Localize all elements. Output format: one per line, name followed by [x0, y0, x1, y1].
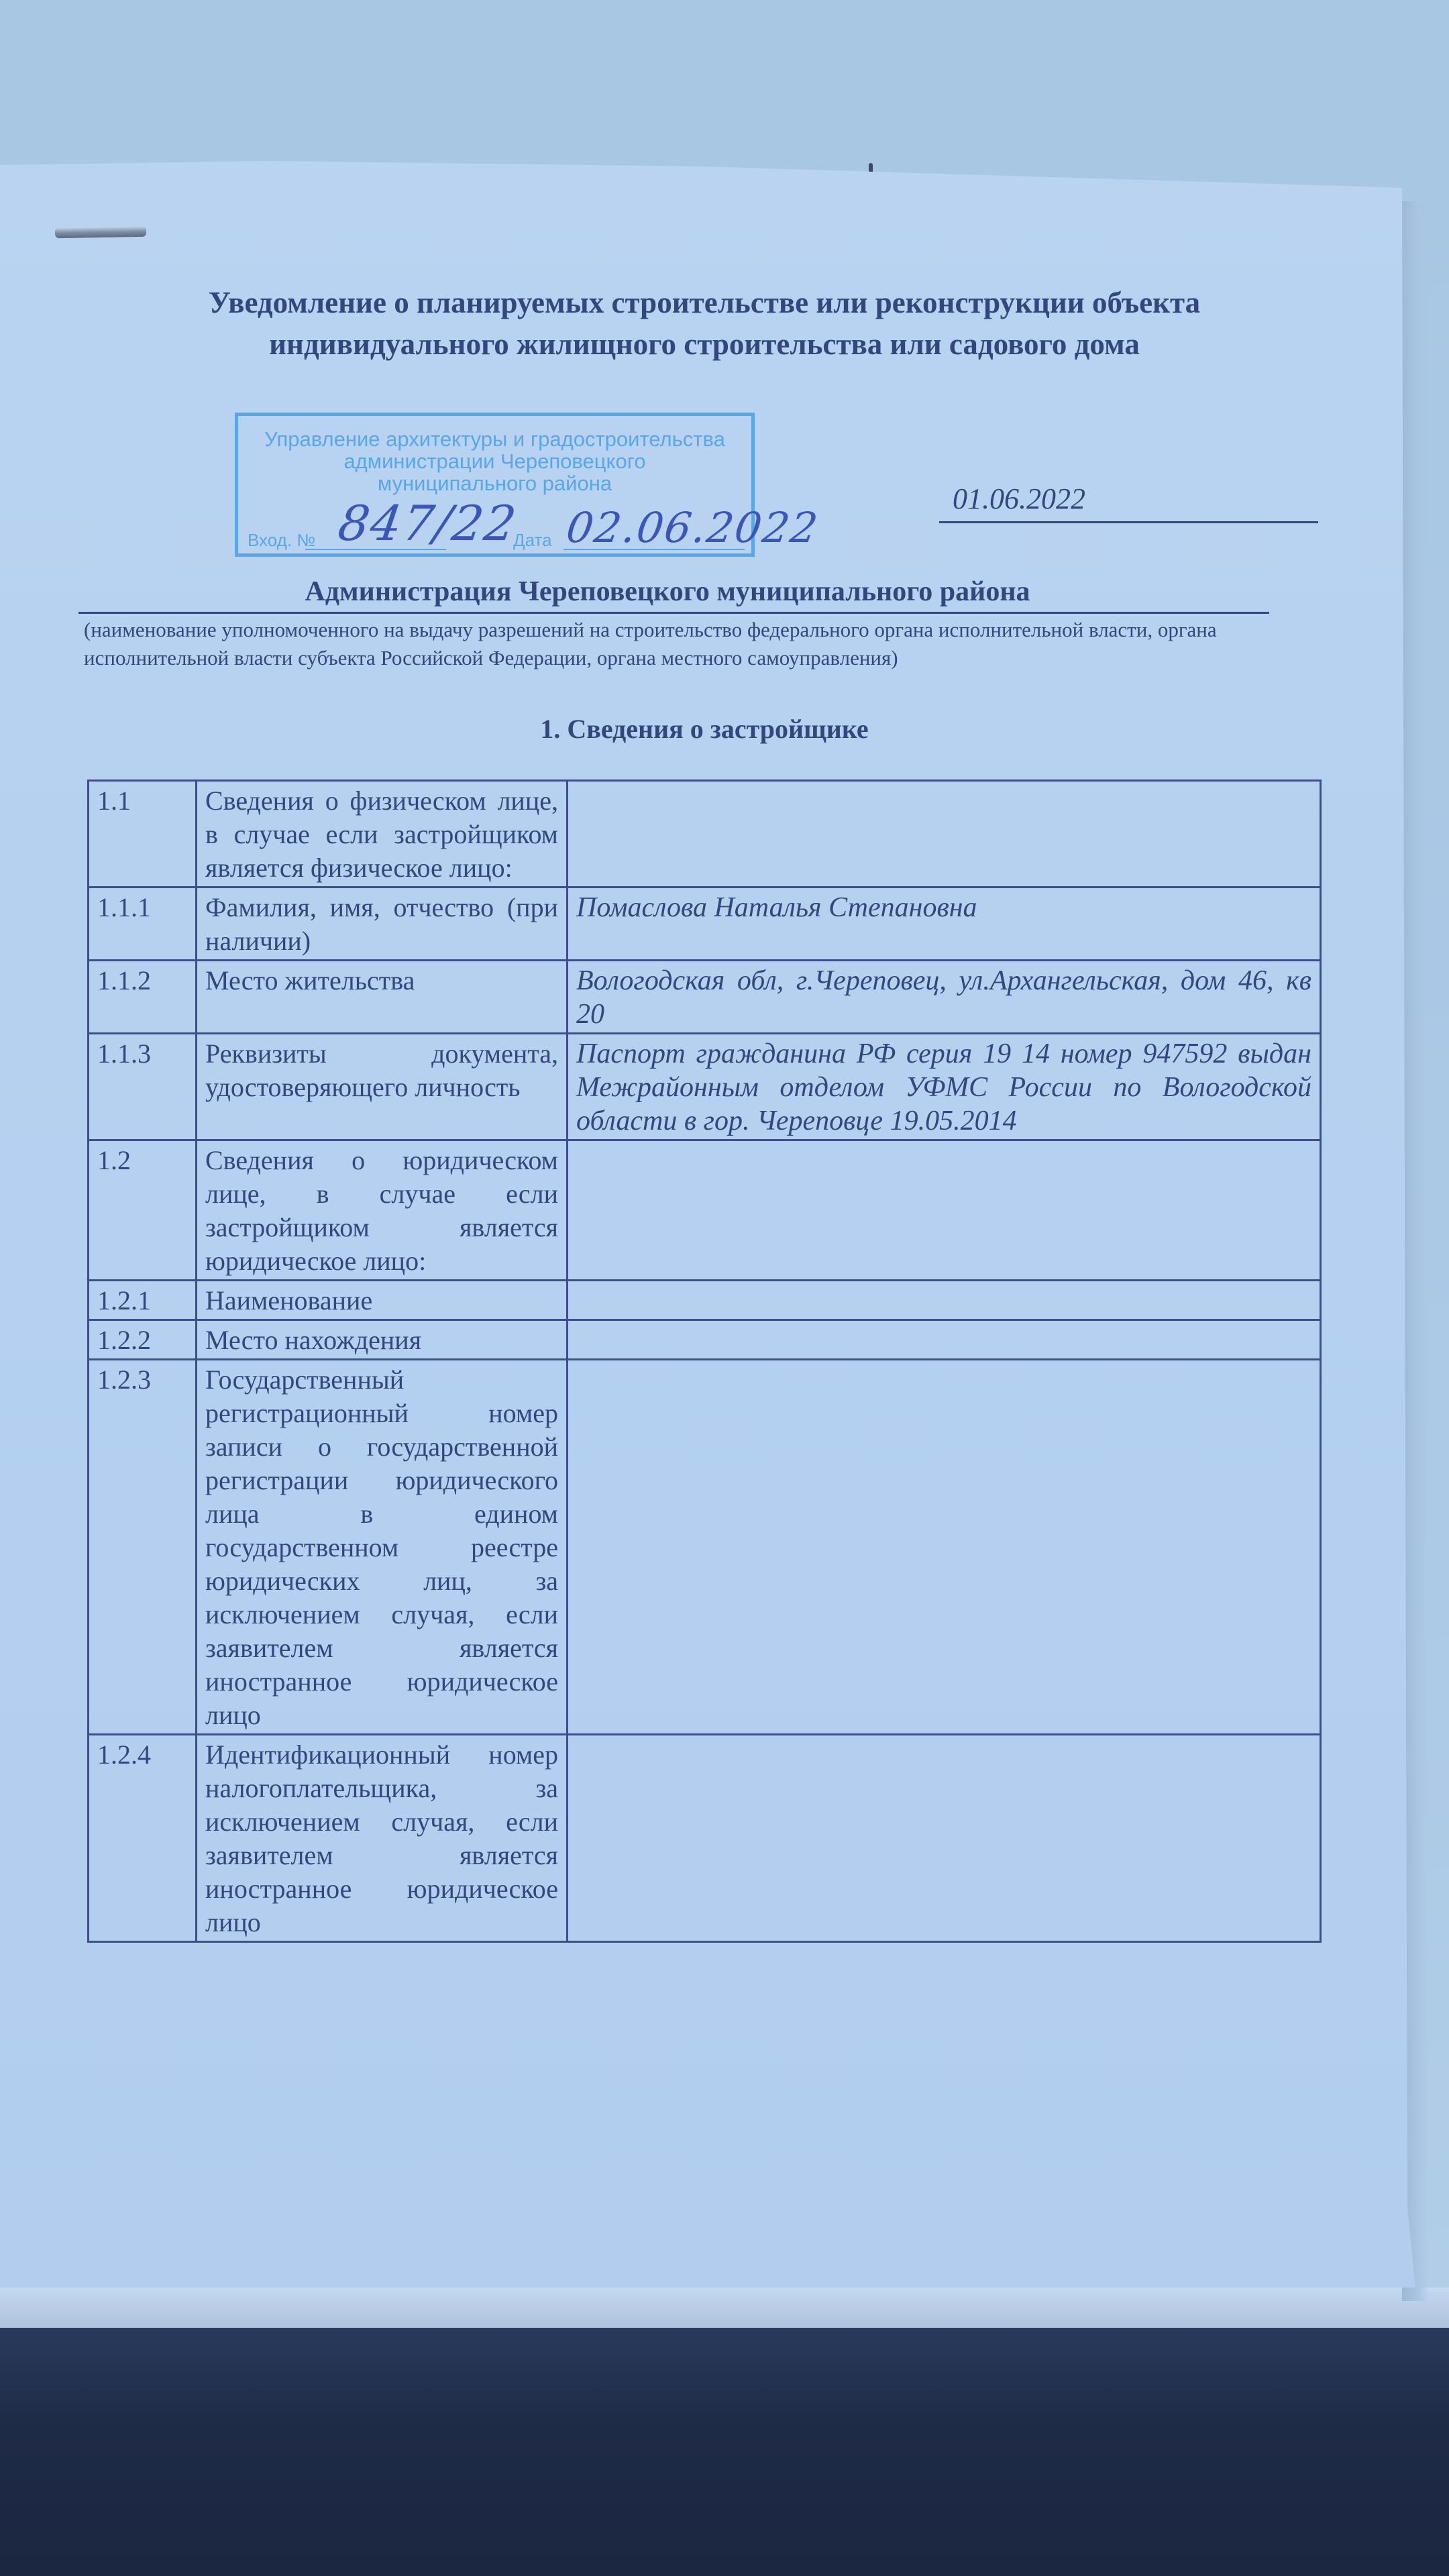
row-number: 1.2.2 [89, 1320, 197, 1360]
row-value: Паспорт гражданина РФ серия 19 14 номер 947592 выдан Межрайонным отделом УФМС России по Вологодской области в гор. Череповце 19.05.2014 [568, 1034, 1321, 1140]
document-date: 01.06.2022 [953, 482, 1085, 515]
row-number: 1.1.2 [89, 961, 197, 1034]
row-number: 1.1 [89, 781, 197, 888]
stamp-line-2: администрации Череповецкого [343, 449, 646, 473]
row-label: Фамилия, имя, отчество (при наличии) [197, 888, 568, 961]
row-label: Идентификационный номер налогоплательщика, за исключением случая, если заявителем является иностранное юридическое лицо [197, 1735, 568, 1942]
stamp-line-1: Управление архитектуры и градостроительства [264, 427, 725, 451]
row-number: 1.1.3 [89, 1034, 197, 1140]
table-row [89, 1320, 1321, 1360]
row-number: 1.2.3 [89, 1360, 197, 1735]
row-value [568, 781, 1321, 888]
table-row [89, 1034, 1321, 1140]
row-label: Государственный регистрационный номер записи о государственной регистрации юридического лица в едином государственном реестре юридических лиц, за исключением случая, если заявителем является иностранное юридическое лицо [197, 1360, 568, 1735]
row-label: Реквизиты документа, удостоверяющего личность [197, 1034, 568, 1140]
document-title [121, 282, 1288, 365]
row-number: 1.2.1 [89, 1281, 197, 1320]
row-value: Вологодская обл, г.Череповец, ул.Архангельская, дом 46, кв 20 [568, 961, 1321, 1034]
row-label: Сведения о физическом лице, в случае если застройщиком является физическое лицо: [197, 781, 568, 888]
row-value: Помаслова Наталья Степановна [568, 888, 1321, 961]
row-value [568, 1360, 1321, 1735]
stamp-date-value: 02.06.2022 [563, 503, 822, 552]
table-row [89, 961, 1321, 1034]
table-row [89, 781, 1321, 888]
authority-note: (наименование уполномоченного на выдачу разрешений на строительство федерального органа исполнительной власти, органа исполнительной власти субъекта Российской Федерации, органа местного самоуправления) [84, 618, 1217, 669]
authority-name: Администрация Череповецкого муниципального района [305, 576, 1030, 607]
developer-info-table [87, 780, 1322, 1943]
stamp-incoming-label: Вход. № [248, 530, 316, 550]
title-line-1: Уведомление о планируемых строительстве или реконструкции объекта [208, 286, 1201, 319]
row-value [568, 1281, 1321, 1320]
row-label: Наименование [197, 1281, 568, 1320]
stamp-incoming-number: 847/22 [335, 495, 521, 551]
table-row [89, 888, 1321, 961]
row-number: 1.1.1 [89, 888, 197, 961]
table-row [89, 1360, 1321, 1735]
table-row [89, 1140, 1321, 1281]
staple-icon [55, 226, 146, 238]
stamp-line-3: муниципального района [377, 472, 612, 495]
row-number: 1.2.4 [89, 1735, 197, 1942]
document-date-underline [939, 521, 1318, 523]
row-label: Место нахождения [197, 1320, 568, 1360]
stamp-organization [238, 428, 751, 494]
registration-stamp [235, 413, 822, 557]
authority-underline [78, 612, 1269, 614]
row-value [568, 1735, 1321, 1942]
row-number: 1.2 [89, 1140, 197, 1281]
row-label: Место жительства [197, 961, 568, 1034]
section-title: 1. Сведения о застройщике [540, 714, 869, 744]
table-row [89, 1735, 1321, 1942]
table-row [89, 1281, 1321, 1320]
row-value [568, 1140, 1321, 1281]
stamp-date-label: Дата [513, 530, 552, 550]
desk-surface [0, 2328, 1449, 2576]
row-label: Сведения о юридическом лице, в случае если застройщиком является юридическое лицо: [197, 1140, 568, 1281]
title-line-2: индивидуального жилищного строительства или садового дома [269, 327, 1140, 361]
row-value [568, 1320, 1321, 1360]
